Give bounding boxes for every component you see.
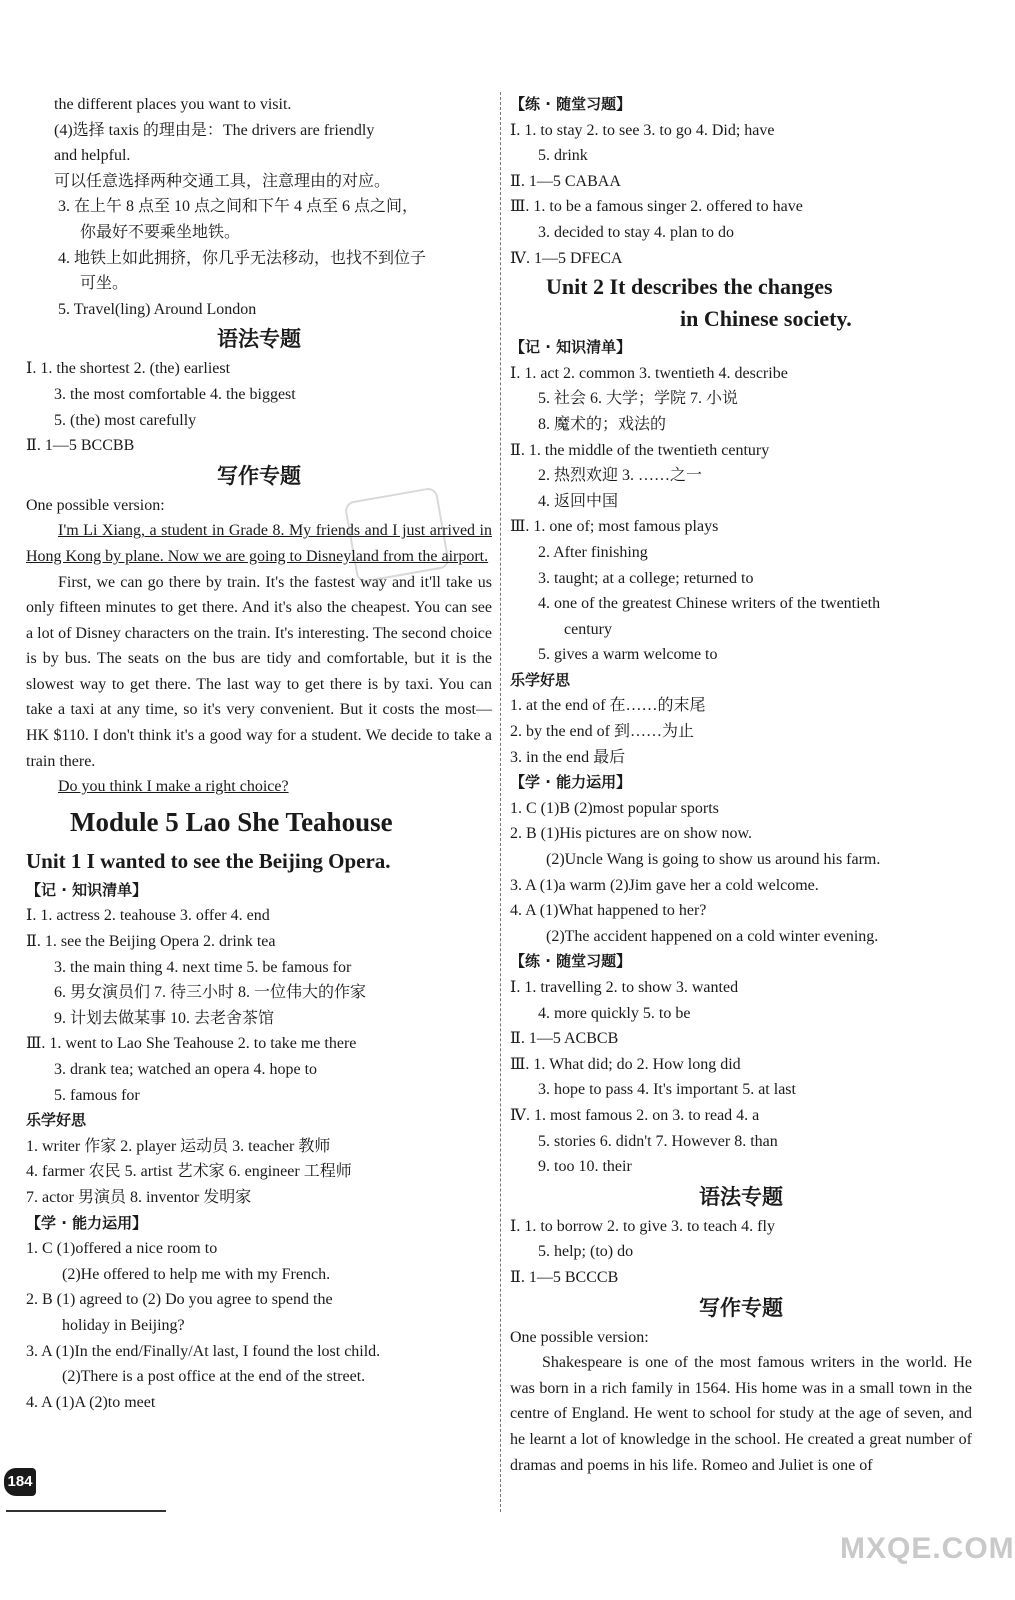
- column-divider: [500, 92, 501, 1512]
- left-column: [26, 92, 492, 1415]
- text-line: Ⅳ. 1—5 DFECA: [510, 249, 623, 267]
- text-line: 4. 地铁上如此拥挤，你几乎无法移动，也找不到位子: [58, 249, 427, 267]
- unit-title: Unit 1 I wanted to see the Beijing Opera.: [26, 848, 391, 873]
- text-line: 4. A (1)What happened to her?: [510, 902, 707, 920]
- subsection-label: 【学 · 能力运用】: [510, 773, 632, 792]
- text-line: 你最好不要乘坐地铁。: [80, 223, 241, 241]
- text-line: Do you think I make a right choice?: [58, 778, 289, 796]
- text-line: 6. 男女演员们 7. 待三小时 8. 一位伟大的作家: [54, 984, 367, 1002]
- text-line: (2)Uncle Wang is going to show us around his farm.: [546, 851, 881, 869]
- text-line: 5. help; (to) do: [538, 1243, 634, 1261]
- text-line: 7. actor 男演员 8. inventor 发明家: [26, 1188, 252, 1206]
- text-line: 2. B (1) agreed to (2) Do you agree to spend the: [26, 1291, 333, 1309]
- text-line: 9. 计划去做某事 10. 去老舍茶馆: [54, 1009, 275, 1027]
- essay-paragraph: Shakespeare is one of the most famous writers in the world. He was born in a rich family in 1564. His home was in a small town in the centre of England. He went to school for study at the age of seven, and he learnt a lot of knowledge in the school. He created a great number of dramas and poems in his life. Romeo and Juliet is one of: [510, 1354, 972, 1474]
- text-line: Ⅲ. 1. went to Lao She Teahouse 2. to take me there: [26, 1035, 357, 1053]
- section-heading: 写作专题: [217, 463, 301, 488]
- text-line: 5. drink: [538, 147, 588, 165]
- text-line: 9. too 10. their: [538, 1158, 632, 1176]
- text-line: (4)选择 taxis 的理由是：The drivers are friendly: [54, 121, 375, 139]
- text-line: 4. 返回中国: [538, 492, 619, 510]
- text-line: Ⅲ. 1. one of; most famous plays: [510, 518, 719, 536]
- text-line: Ⅱ. 1—5 ACBCB: [510, 1030, 619, 1048]
- text-line: 3. taught; at a college; returned to: [538, 569, 754, 587]
- text-line: 3. A (1)a warm (2)Jim gave her a cold welcome.: [510, 876, 819, 894]
- text-line: 5. famous for: [54, 1086, 140, 1104]
- text-line: 1. C (1)B (2)most popular sports: [510, 799, 719, 817]
- subsection-label: 【记 · 知识清单】: [26, 880, 148, 899]
- text-line: Ⅰ. 1. travelling 2. to show 3. wanted: [510, 979, 739, 996]
- text-line: One possible version:: [510, 1328, 649, 1346]
- text-line: Ⅱ. 1. see the Beijing Opera 2. drink tea: [26, 933, 276, 951]
- essay-paragraph: I'm Li Xiang, a student in Grade 8. My friends and I just arrived in Hong Kong by plane. Now we are going to Disneyland from the airport.: [26, 522, 492, 565]
- text-line: Ⅰ. 1. act 2. common 3. twentieth 4. describe: [510, 364, 788, 382]
- text-line: Ⅳ. 1. most famous 2. on 3. to read 4. a: [510, 1106, 760, 1124]
- text-line: Ⅰ. 1. to stay 2. to see 3. to go 4. Did; have: [510, 121, 775, 139]
- text-line: holiday in Beijing?: [62, 1316, 185, 1334]
- subsection-label: 【记 · 知识清单】: [510, 338, 632, 357]
- subsection-label: 【学 · 能力运用】: [26, 1213, 148, 1232]
- text-line: 8. 魔术的；戏法的: [538, 415, 667, 433]
- text-line: 2. After finishing: [538, 543, 648, 561]
- text-line: 2. 热烈欢迎 3. ……之一: [538, 467, 703, 485]
- text-line: 5. 社会 6. 大学；学院 7. 小说: [538, 390, 739, 408]
- text-line: Ⅱ. 1—5 CABAA: [510, 172, 621, 190]
- text-line: 4. A (1)A (2)to meet: [26, 1393, 156, 1411]
- text-line: 2. B (1)His pictures are on show now.: [510, 825, 753, 843]
- text-line: 1. C (1)offered a nice room to: [26, 1240, 218, 1258]
- text-line: Ⅰ. 1. actress 2. teahouse 3. offer 4. end: [26, 907, 270, 925]
- text-line: century: [564, 620, 612, 638]
- text-line: 3. the most comfortable 4. the biggest: [54, 385, 296, 403]
- text-line: the different places you want to visit.: [54, 96, 292, 113]
- text-line: 1. writer 作家 2. player 运动员 3. teacher 教师: [26, 1137, 331, 1155]
- text-line: 3. in the end 最后: [510, 748, 626, 766]
- text-line: 4. one of the greatest Chinese writers of the twentieth: [538, 595, 881, 613]
- text-line: 5. stories 6. didn't 7. However 8. than: [538, 1132, 778, 1150]
- text-line: Ⅱ. 1—5 BCCBB: [26, 437, 135, 455]
- text-line: 3. 在上午 8 点至 10 点之间和下午 4 点至 6 点之间，: [58, 198, 419, 216]
- page-number: 184: [4, 1468, 36, 1496]
- subsection-label: 【练 · 随堂习题】: [510, 952, 632, 971]
- text-line: One possible version:: [26, 496, 165, 514]
- text-line: 3. drank tea; watched an opera 4. hope to: [54, 1061, 318, 1078]
- text-line: 5. Travel(ling) Around London: [58, 300, 257, 318]
- text-line: (2)He offered to help me with my French.: [62, 1265, 331, 1283]
- site-watermark: MXQE.COM: [840, 1532, 1015, 1565]
- text-line: 可以任意选择两种交通工具，注意理由的对应。: [54, 172, 391, 190]
- text-line: 2. by the end of 到……为止: [510, 723, 694, 741]
- text-line: 1. at the end of 在……的末尾: [510, 697, 706, 715]
- text-line: 3. A (1)In the end/Finally/At last, I found the lost child.: [26, 1342, 381, 1360]
- text-line: Ⅰ. 1. the shortest 2. (the) earliest: [26, 360, 231, 378]
- text-line: 4. farmer 农民 5. artist 艺术家 6. engineer 工程师: [26, 1163, 352, 1181]
- section-heading: 写作专题: [699, 1295, 783, 1320]
- module-title: Module 5 Lao She Teahouse: [70, 806, 393, 837]
- right-column: [510, 92, 972, 1478]
- text-line: 3. hope to pass 4. It's important 5. at last: [538, 1081, 796, 1099]
- text-line: 可坐。: [80, 275, 129, 293]
- text-line: 3. decided to stay 4. plan to do: [538, 223, 734, 241]
- subsection-label: 【练 · 随堂习题】: [510, 95, 632, 113]
- text-line: Ⅱ. 1—5 BCCCB: [510, 1268, 619, 1286]
- footer-rule: [6, 1510, 166, 1512]
- essay-paragraph: First, we can go there by train. It's the fastest way and it'll take us only fifteen minutes to get there. And it's also the cheapest. You can see a lot of Disney characters on the train. It's interesting. The second choice is by bus. The seats on the bus are tidy and comfortable, but it is the slowest way to get there. The last way to get there is by taxi. You can take a taxi at any time, so it's very convenient. But it costs the most—HK $110. I don't think it's a good way for a student. We decide to take a train there.: [26, 573, 492, 770]
- text-line: and helpful.: [54, 147, 131, 165]
- text-line: Ⅲ. 1. What did; do 2. How long did: [510, 1055, 741, 1073]
- subsection-label: 乐学好思: [26, 1111, 87, 1130]
- text-line: 5. (the) most carefully: [54, 411, 197, 429]
- section-heading: 语法专题: [699, 1184, 783, 1209]
- unit-title: in Chinese society.: [680, 306, 852, 332]
- text-line: 3. the main thing 4. next time 5. be famous for: [54, 958, 352, 976]
- section-heading: 语法专题: [217, 327, 301, 352]
- text-line: 4. more quickly 5. to be: [538, 1004, 691, 1022]
- text-line: (2)There is a post office at the end of the street.: [62, 1368, 366, 1386]
- text-line: Ⅲ. 1. to be a famous singer 2. offered to have: [510, 198, 803, 216]
- text-line: (2)The accident happened on a cold winter evening.: [546, 927, 879, 945]
- subsection-label: 乐学好思: [510, 670, 571, 689]
- unit-title: Unit 2 It describes the changes: [546, 274, 833, 300]
- text-line: Ⅱ. 1. the middle of the twentieth century: [510, 441, 770, 459]
- text-line: Ⅰ. 1. to borrow 2. to give 3. to teach 4. fly: [510, 1217, 775, 1235]
- text-line: 5. gives a warm welcome to: [538, 646, 718, 664]
